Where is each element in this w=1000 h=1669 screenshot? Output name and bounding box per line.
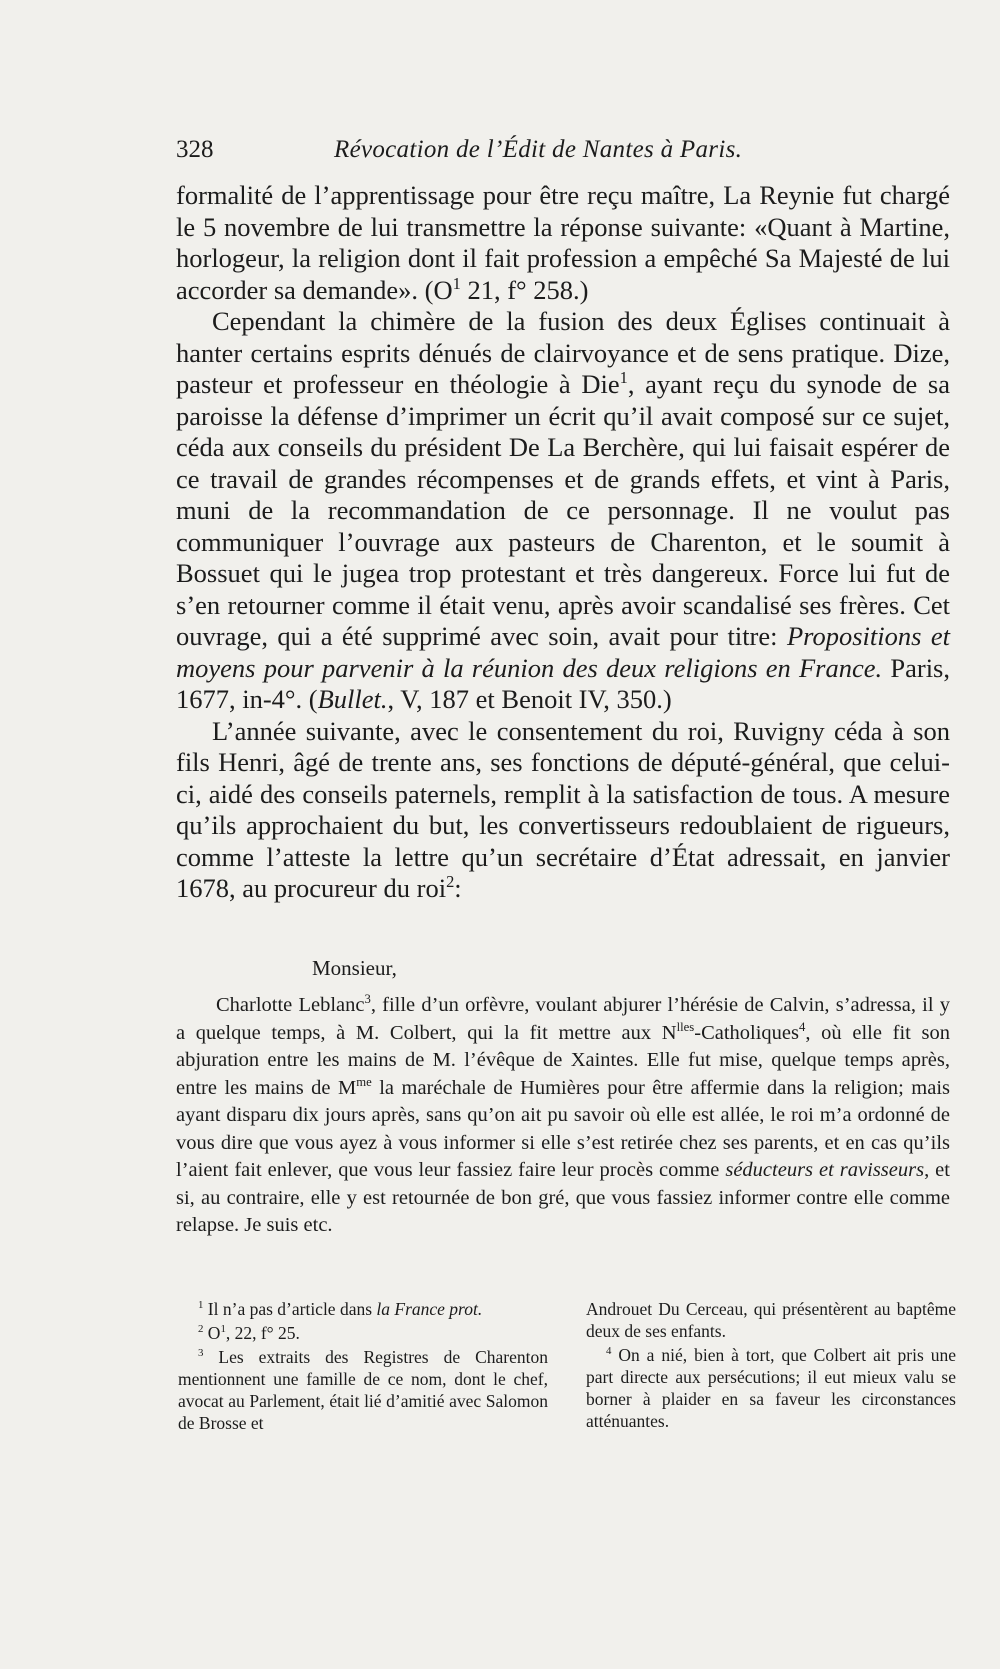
footnote-4: $^4$ On a nié, bien à tort, que Colbert ait pris une part directe aux persécutions; il eut mieux valu se borner à plaider en sa faveur les circonstances atténuantes. <box>586 1345 956 1431</box>
footnote-1: $^1$ Il n’a pas d’article dans la France prot. <box>198 1299 483 1319</box>
book-title: Propositions et moyens pour parvenir à la réunion des deux religions en France. <box>176 621 950 683</box>
footnote-3: $^3$ Les extraits des Registres de Charenton mentionnent une famille de ce nom, dont le chef, avocat au Parlement, était lié d’amitié avec Salomon de Brosse et <box>178 1347 548 1433</box>
footnote-ref: 1 <box>452 273 461 293</box>
letter-paragraph: Charlotte Leblanc$^3$, fille d’un orfèvre, voulant abjurer l’hérésie de Calvin, s’adressa, il y a quelque temps, à M. Colbert, qui la fit mettre aux $N^{lles}-Catholiques^4$, où elle fit son abjuration entre les mains de M. l’évêque de Xaintes. Elle fut mise, quelque temps après, entre les mains de $M^{me}$ la maréchale de Humières pour être affermie dans la religion; mais ayant disparu dix jours après, sans qu’on ait pu savoir où elle est allée, le roi m’a ordonné de vous dire que vous ayez à vous informer si elle s’est retirée chez ses parents, et en cas qu’ils l’aient fait enlever, que vous leur fassiez faire leur procès comme séducteurs et ravisseurs, et si, au contraire, elle y est retournée de bon gré, que vous fassiez informer contre elle comme relapse. Je suis etc. <box>176 992 951 1236</box>
main-text <box>176 180 950 905</box>
footnote-2: $^2$ $O^1$, 22, f° 25. <box>198 1323 300 1343</box>
page-number: 328 <box>176 136 214 163</box>
page-header <box>176 136 816 168</box>
letter-salutation: Monsieur, <box>312 956 397 980</box>
paragraph-2: Cependant la chimère de la fusion des deux Églises continuait à hanter certains esprits dénués de clairvoyance et de sens pratique. Dize, pasteur et professeur en théologie à Die$^1$, ayant reçu du synode de sa paroisse la défense d’imprimer un écrit qu’il avait composé sur ce sujet, céda aux conseils du président De La Berchère, qui lui faisait espérer de ce travail de grandes récompenses et de grands effets, et vint à Paris, muni de la recommandation de ce personnage. Il ne voulut pas communiquer l’ouvrage aux pasteurs de Charenton, et le soumit à Bossuet qui le jugea trop protestant et très dangereux. Force lui fut de s’en retourner comme il était venu, après avoir scandalisé ses frères. Cet ouvrage, qui a été supprimé avec soin, avait pour titre: Propositions et moyens pour parvenir à la réunion des deux religions en France. Paris, 1677, in-4°. (Bullet., V, 187 et Benoit IV, 350.) <box>176 306 950 714</box>
citation-bullet: Bullet. <box>317 684 388 714</box>
footnote-ref: 2 <box>446 872 455 892</box>
footnotes-left-column <box>178 1298 548 1436</box>
running-title: Révocation de l’Édit de Nantes à Paris. <box>334 136 743 163</box>
paragraph-3: L’année suivante, avec le consentement du roi, Ruvigny céda à son fils Henri, âgé de trente ans, ses fonctions de député-général, que celui-ci, aidé des conseils paternels, remplit à la satisfaction de tous. A mesure qu’ils approchaient du but, les convertisseurs redoublaient de rigueurs, comme l’atteste la lettre qu’un secrétaire d’État adressait, en janvier 1678, au procureur du roi$^2$: <box>176 715 950 903</box>
footnote-ref: 1 <box>619 368 628 388</box>
quoted-letter <box>176 992 950 1240</box>
footnote-3-continued: Androuet Du Cerceau, qui présentèrent au baptême deux de ses enfants. <box>586 1299 956 1341</box>
footnotes-right-column <box>586 1298 956 1434</box>
paragraph-1: formalité de l’apprentissage pour être reçu maître, La Reynie fut chargé le 5 novembre de lui transmettre la réponse suivante: «Quant à Martine, horlogeur, la religion dont il fait profession a empêché Sa Majesté de lui accorder sa demande». ($O^1$ 21, f° 258.) <box>176 180 950 305</box>
